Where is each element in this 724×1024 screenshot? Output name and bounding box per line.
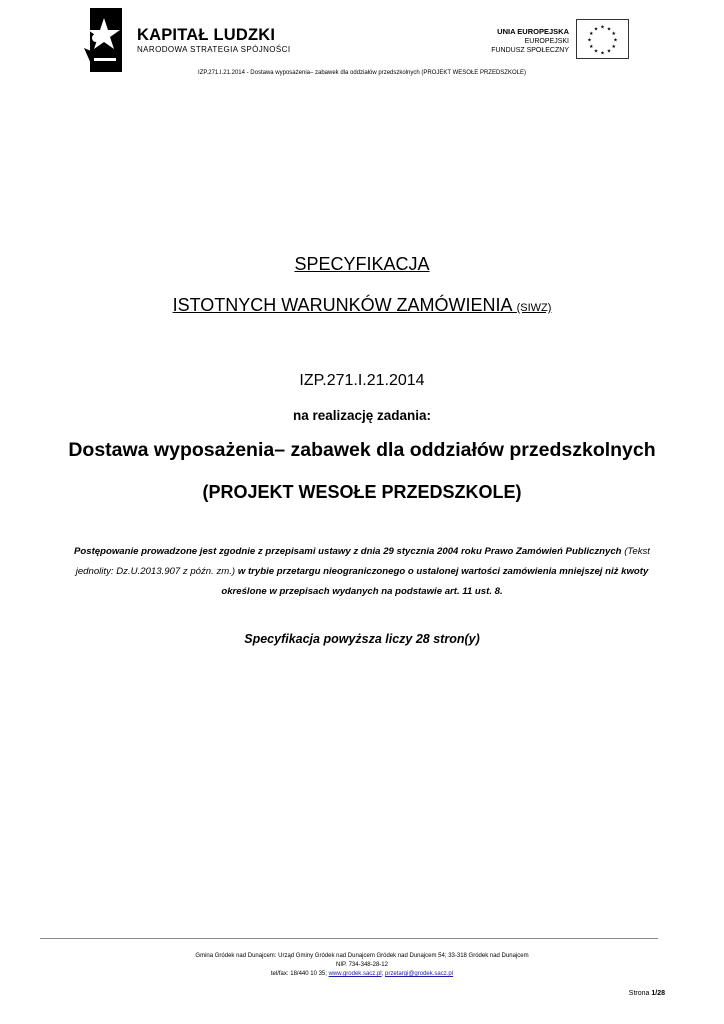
eu-line-3: FUNDUSZ SPOŁECZNY — [491, 47, 569, 54]
project-name: (PROJEKT WESOŁE PRZEDSZKOLE) — [202, 482, 522, 502]
page-label: Strona — [628, 990, 650, 997]
eu-line-1: UNIA EUROPEJSKA — [497, 27, 569, 36]
task-label: na realizację zadania: — [292, 408, 432, 423]
footer-address: Gmina Gródek nad Dunajcem: Urząd Gminy Gródek nad Dunajcem Gródek nad Dunajcem 54; 33-318 Gródek nad Dunajcem — [195, 953, 529, 959]
svg-text:★: ★ — [606, 48, 612, 55]
svg-text:★: ★ — [593, 48, 599, 55]
legal-line-3 — [0, 586, 724, 597]
document-title: SPECYFIKACJA — [294, 254, 430, 274]
page-count-note: Specyfikacja powyższa liczy 28 stron(y) — [244, 632, 480, 646]
svg-text:★: ★ — [611, 31, 616, 37]
footer-website-link[interactable]: www.grodek.sacz.pl — [328, 971, 382, 977]
eu-line-2: EUROPEJSKI — [524, 37, 569, 45]
kapital-ludzki-title: KAPITAŁ LUDZKI — [137, 26, 276, 44]
page-total: /28 — [655, 990, 665, 997]
eu-flag-icon — [576, 19, 629, 59]
footer-email-link[interactable]: przetargi@grodek.sacz.pl — [384, 971, 454, 977]
legal-line-3-bold: określone w przepisach wydanych na podstawie art. 11 ust. 8. — [221, 586, 503, 597]
kapital-ludzki-subtitle: NARODOWA STRATEGIA SPÓJNOŚCI — [137, 45, 291, 54]
svg-text:★: ★ — [611, 44, 616, 50]
svg-text:★: ★ — [613, 37, 618, 44]
legal-line-1 — [0, 546, 724, 557]
page-current: 1 — [651, 990, 656, 997]
kapital-ludzki-logo-icon — [84, 8, 124, 72]
footer-contact — [0, 971, 724, 977]
svg-text:★: ★ — [589, 44, 594, 50]
svg-text:★: ★ — [606, 26, 612, 33]
legal-line-2-bold: w trybie przetargu nieograniczonego o ustalonej wartości zamówienia mniejszej niż kwoty — [237, 566, 649, 577]
legal-line-2 — [0, 566, 724, 577]
legal-line-2-normal: jednolity: Dz.U.2013.907 z późn. zm.) — [75, 566, 236, 577]
eu-logo-text — [491, 27, 569, 56]
footer-divider — [40, 938, 658, 939]
svg-text:★: ★ — [593, 26, 599, 33]
page-number — [629, 990, 665, 997]
svg-text:★: ★ — [600, 24, 605, 31]
reference-number: IZP.271.I.21.2014 — [299, 372, 425, 389]
document-subtitle — [0, 295, 724, 316]
task-title: Dostawa wyposażenia– zabawek dla oddziałów przedszkolnych — [68, 439, 656, 461]
subtitle-abbreviation: (SIWZ) — [516, 302, 552, 314]
footer-separator: ; — [381, 971, 384, 977]
footer-nip: NIP. 734-348-28-12 — [336, 962, 388, 968]
svg-text:★: ★ — [589, 31, 594, 37]
subtitle-main: ISTOTNYCH WARUNKÓW ZAMÓWIENIA — [172, 295, 512, 315]
footer-phone: tel/fax: 18/440 10 35; — [270, 971, 327, 977]
legal-line-1-normal: (Tekst — [624, 546, 650, 557]
legal-line-1-bold: Postępowanie prowadzone jest zgodnie z przepisami ustawy z dnia 29 stycznia 2004 roku Prawo Zamówień Publicznych — [74, 546, 622, 557]
svg-text:★: ★ — [587, 37, 592, 44]
svg-text:★: ★ — [600, 50, 605, 57]
header-reference-line: IZP.271.I.21.2014 - Dostawa wyposażenia– zabawek dla oddziałów przedszkolnych (PROJEKT WESOŁE PRZEDSZKOLE) — [198, 70, 526, 76]
